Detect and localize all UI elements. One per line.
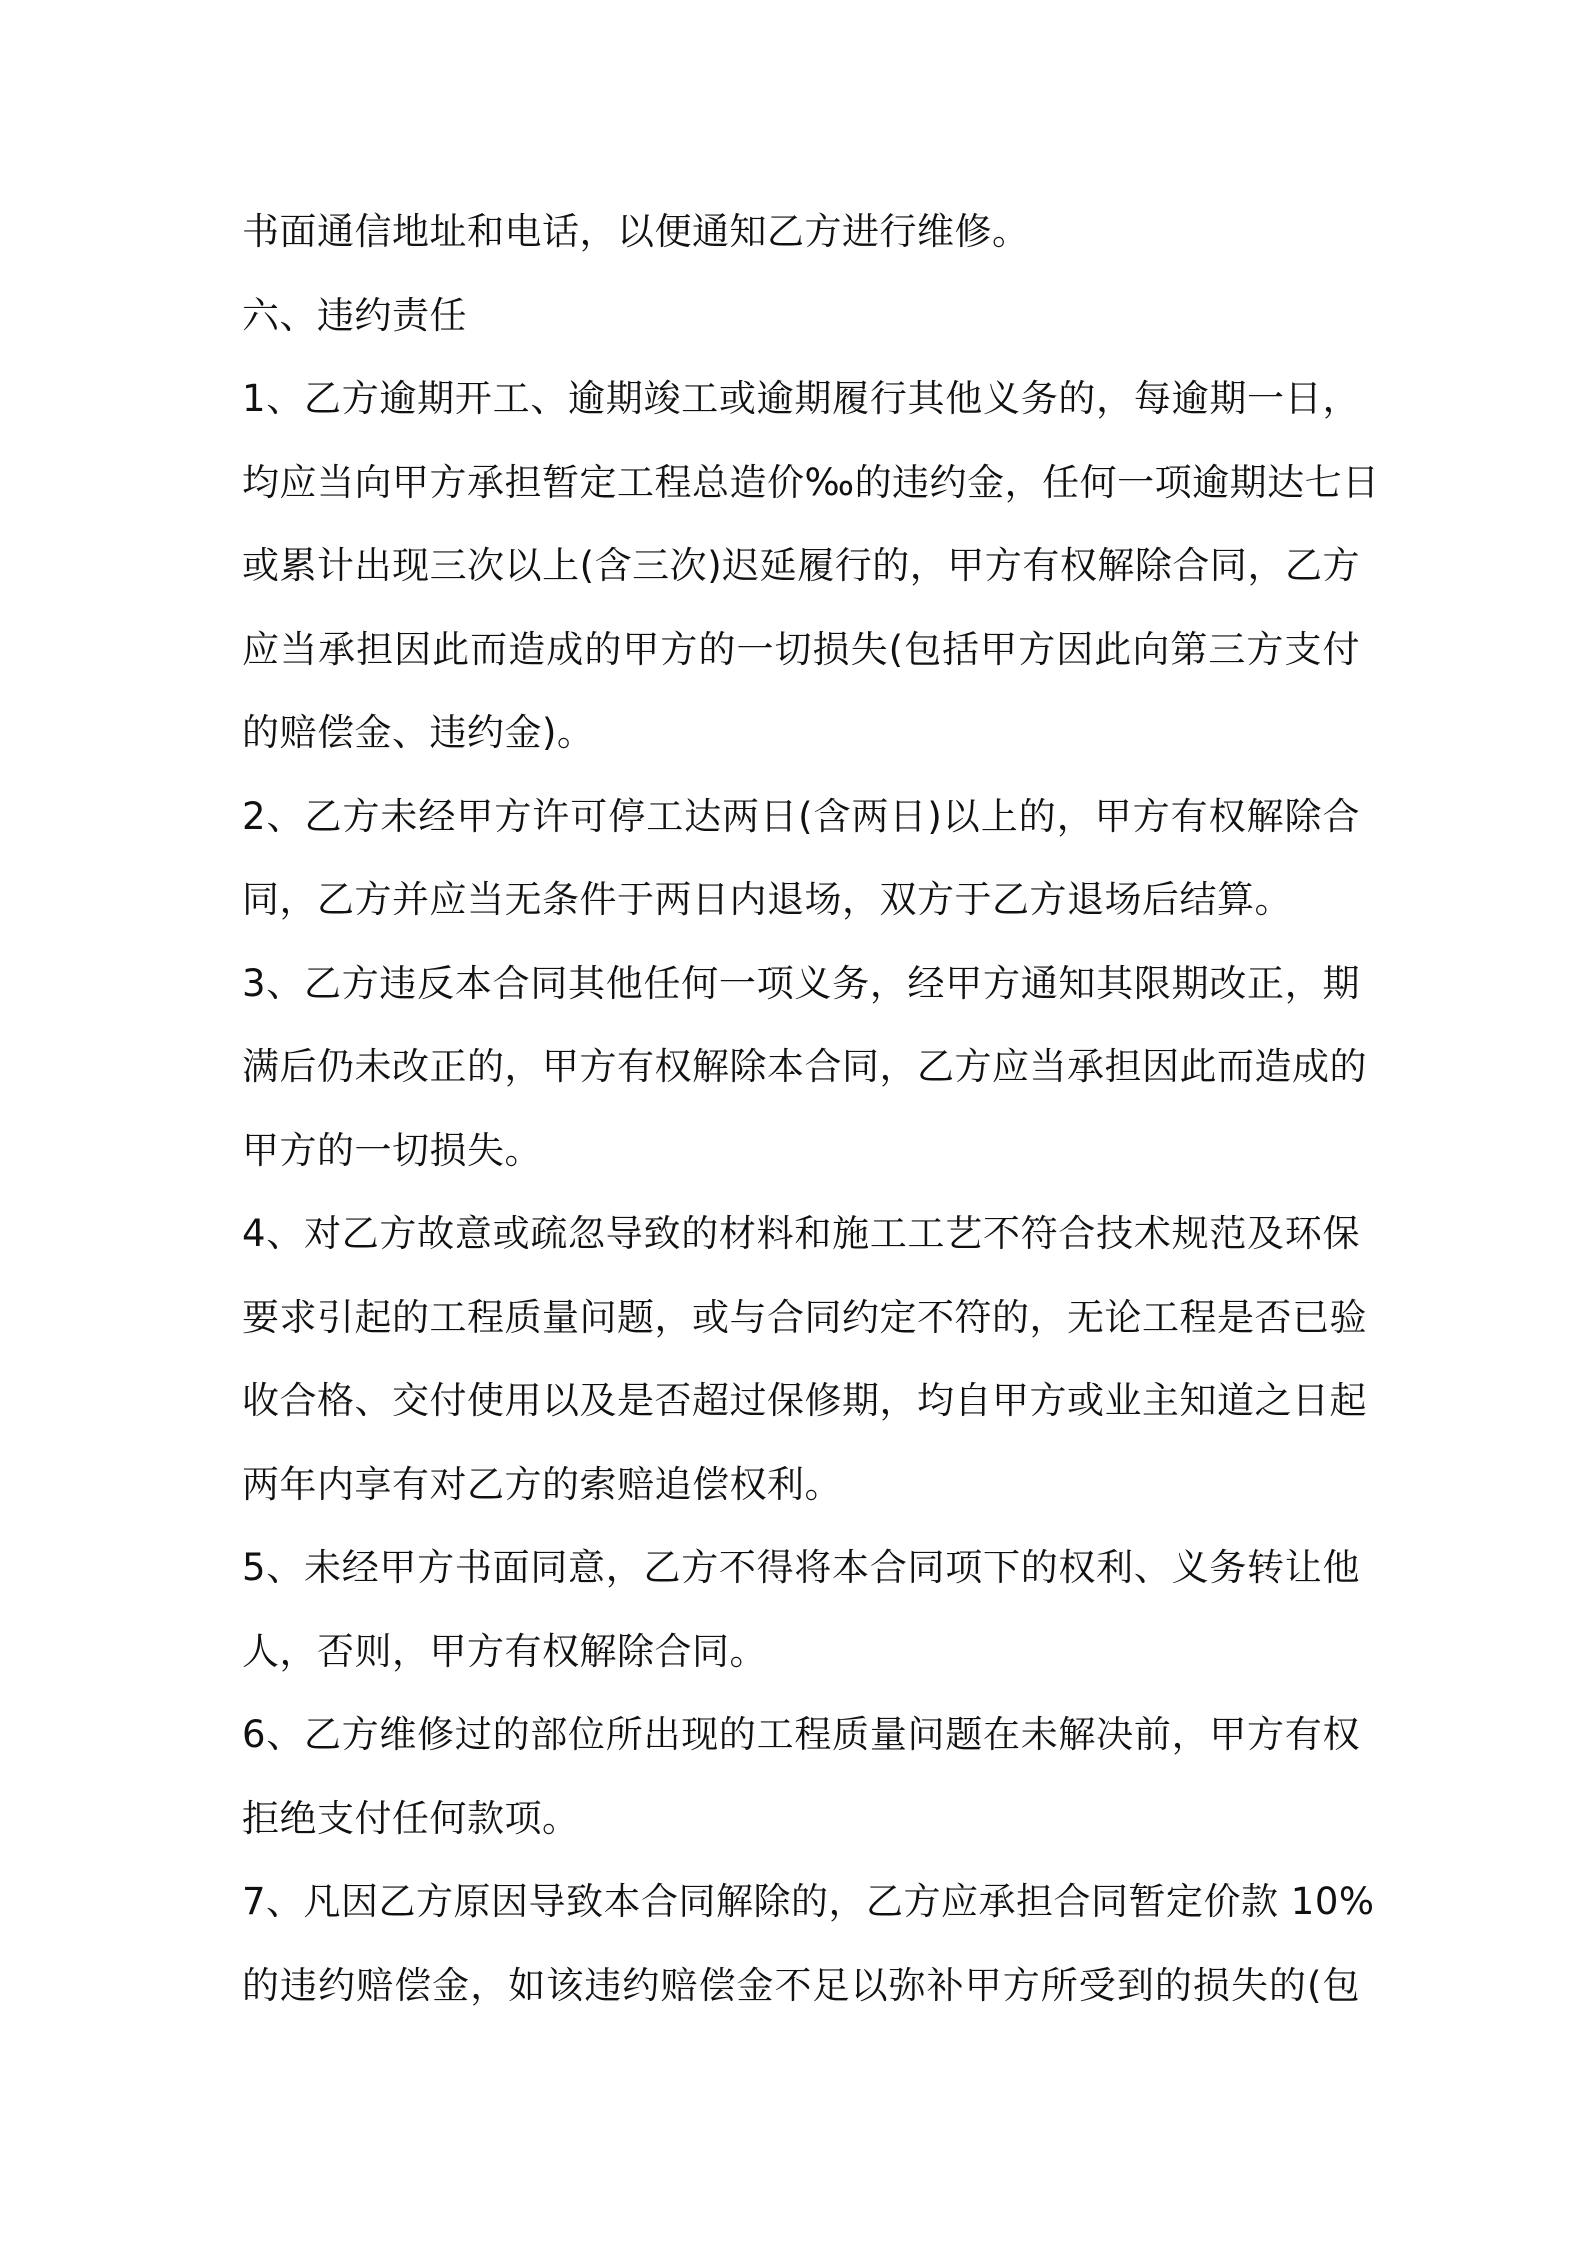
text-line: 人，否则，甲方有权解除合同。 [242, 1629, 767, 1673]
text-line: 同，乙方并应当无条件于两日内退场，双方于乙方退场后结算。 [242, 878, 1292, 921]
text-line: 或累计出现三次以上(含三次)迟延履行的，甲方有权解除合同，乙方 [242, 544, 1360, 587]
text-line: 4、对乙方故意或疏忽导致的材料和施工工艺不符合技术规范及环保 [242, 1212, 1360, 1255]
text-line: 甲方的一切损失。 [242, 1128, 542, 1172]
text-line: 收合格、交付使用以及是否超过保修期，均自甲方或业主知道之日起 [242, 1379, 1367, 1422]
text-line: 书面通信地址和电话，以便通知乙方进行维修。 [242, 210, 1030, 253]
text-line: 均应当向甲方承担暂定工程总造价‰的违约金，任何一项逾期达七日 [242, 460, 1380, 504]
text-line: 满后仍未改正的，甲方有权解除本合同，乙方应当承担因此而造成的 [242, 1045, 1367, 1088]
text-line: 1、乙方逾期开工、逾期竣工或逾期履行其他义务的，每逾期一日， [242, 377, 1360, 420]
text-line: 3、乙方违反本合同其他任何一项义务，经甲方通知其限期改正，期 [242, 961, 1360, 1005]
text-line: 7、凡因乙方原因导致本合同解除的，乙方应承担合同暂定价款 10% [242, 1880, 1375, 1923]
text-line: 要求引起的工程质量问题，或与合同约定不符的，无论工程是否已验 [242, 1295, 1367, 1339]
text-line: 的赔偿金、违约金)。 [242, 711, 595, 754]
text-line: 5、未经甲方书面同意，乙方不得将本合同项下的权利、义务转让他 [242, 1546, 1360, 1589]
text-line: 两年内享有对乙方的索赔追偿权利。 [242, 1462, 842, 1506]
text-line: 应当承担因此而造成的甲方的一切损失(包括甲方因此向第三方支付 [242, 627, 1360, 671]
text-line: 的违约赔偿金，如该违约赔偿金不足以弥补甲方所受到的损失的(包 [242, 1963, 1360, 2007]
section-heading: 六、违约责任 [242, 293, 467, 337]
text-line: 拒绝支付任何款项。 [242, 1796, 580, 1840]
text-line: 6、乙方维修过的部位所出现的工程质量问题在未解决前，甲方有权 [242, 1713, 1360, 1756]
document-body [242, 190, 1380, 2027]
text-line: 2、乙方未经甲方许可停工达两日(含两日)以上的，甲方有权解除合 [242, 794, 1360, 838]
